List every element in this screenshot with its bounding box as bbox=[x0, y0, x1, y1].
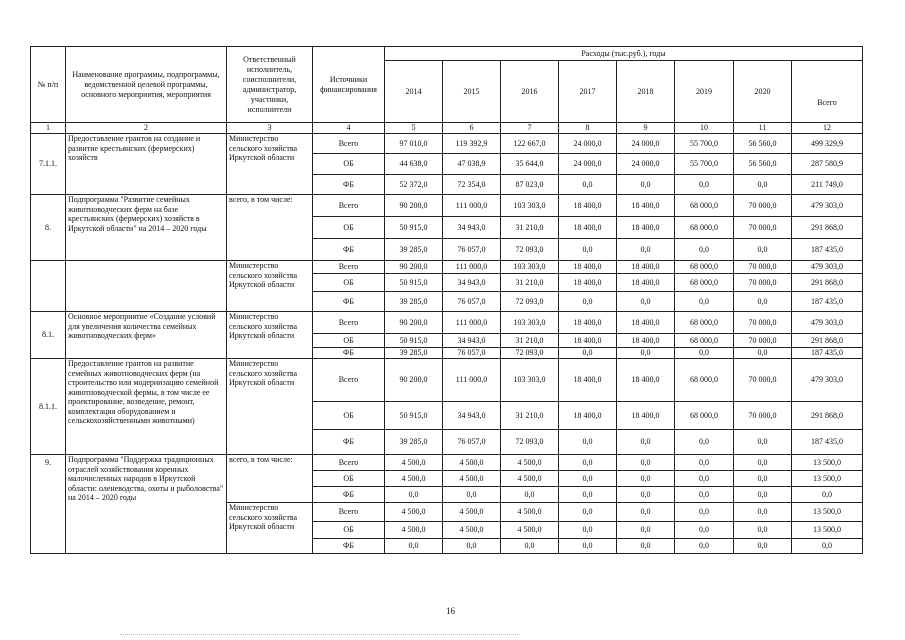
column-number-3: 3 bbox=[227, 123, 313, 134]
row-value: 68 000,0 bbox=[675, 402, 734, 430]
row-value: 39 285,0 bbox=[385, 348, 443, 359]
header-responsible: Ответственный исполнитель, соисполнители, администратор, участники, исполнители bbox=[227, 47, 313, 123]
row-value: 187 435,0 bbox=[792, 292, 863, 312]
row-value: 70 000,0 bbox=[734, 402, 792, 430]
row-value: 31 210,0 bbox=[501, 274, 559, 292]
row-value: 103 303,0 bbox=[501, 195, 559, 217]
column-number-8: 8 bbox=[559, 123, 617, 134]
row-value: 0,0 bbox=[501, 539, 559, 554]
row-responsible: Министерство сельского хозяйства Иркутской области bbox=[227, 261, 313, 312]
row-value: 4 500,0 bbox=[501, 522, 559, 539]
row-value: 68 000,0 bbox=[675, 334, 734, 348]
row-value: 0,0 bbox=[675, 348, 734, 359]
column-number-6: 6 bbox=[443, 123, 501, 134]
row-value: 31 210,0 bbox=[501, 217, 559, 239]
row-value: 24 000,0 bbox=[559, 154, 617, 175]
row-value: 0,0 bbox=[385, 487, 443, 503]
row-value: 4 500,0 bbox=[443, 471, 501, 487]
row-source: Всего bbox=[313, 455, 385, 471]
row-value: 18 400,0 bbox=[617, 195, 675, 217]
row-value: 187 435,0 bbox=[792, 430, 863, 455]
row-value: 72 093,0 bbox=[501, 292, 559, 312]
row-value: 0,0 bbox=[734, 175, 792, 195]
row-value: 18 400,0 bbox=[617, 312, 675, 334]
header-year-5: 2019 bbox=[675, 61, 734, 123]
row-value: 0,0 bbox=[617, 239, 675, 261]
row-value: 103 303,0 bbox=[501, 359, 559, 402]
row-value: 0,0 bbox=[559, 503, 617, 522]
column-number-12: 12 bbox=[792, 123, 863, 134]
row-value: 187 435,0 bbox=[792, 239, 863, 261]
row-value: 18 400,0 bbox=[559, 195, 617, 217]
row-value: 0,0 bbox=[617, 348, 675, 359]
scan-artifact-line bbox=[120, 634, 520, 636]
row-value: 44 638,0 bbox=[385, 154, 443, 175]
row-value: 291 868,0 bbox=[792, 402, 863, 430]
row-value: 0,0 bbox=[559, 239, 617, 261]
row-value: 50 915,0 bbox=[385, 217, 443, 239]
row-value: 90 200,0 bbox=[385, 195, 443, 217]
row-value: 72 093,0 bbox=[501, 430, 559, 455]
row-source: Всего bbox=[313, 195, 385, 217]
row-value: 4 500,0 bbox=[385, 503, 443, 522]
row-value: 0,0 bbox=[501, 487, 559, 503]
row-value: 0,0 bbox=[559, 455, 617, 471]
row-value: 0,0 bbox=[559, 487, 617, 503]
row-value: 72 354,0 bbox=[443, 175, 501, 195]
header-year-0: 2014 bbox=[385, 61, 443, 123]
row-value: 0,0 bbox=[734, 487, 792, 503]
row-value: 291 868,0 bbox=[792, 334, 863, 348]
row-value: 0,0 bbox=[617, 455, 675, 471]
row-value: 50 915,0 bbox=[385, 402, 443, 430]
row-value: 4 500,0 bbox=[385, 455, 443, 471]
row-value: 0,0 bbox=[385, 539, 443, 554]
header-year-2: 2016 bbox=[501, 61, 559, 123]
column-number-4: 4 bbox=[313, 123, 385, 134]
row-value: 55 700,0 bbox=[675, 154, 734, 175]
row-value: 0,0 bbox=[617, 471, 675, 487]
row-value: 39 285,0 bbox=[385, 239, 443, 261]
row-value: 4 500,0 bbox=[443, 522, 501, 539]
row-source: Всего bbox=[313, 312, 385, 334]
column-number-2: 2 bbox=[66, 123, 227, 134]
header-year-1: 2015 bbox=[443, 61, 501, 123]
row-value: 111 000,0 bbox=[443, 312, 501, 334]
row-value: 4 500,0 bbox=[443, 503, 501, 522]
row-value: 76 057,0 bbox=[443, 430, 501, 455]
row-value: 68 000,0 bbox=[675, 359, 734, 402]
column-number-5: 5 bbox=[385, 123, 443, 134]
row-name bbox=[66, 503, 227, 554]
row-source: Всего bbox=[313, 261, 385, 274]
column-number-10: 10 bbox=[675, 123, 734, 134]
row-value: 31 210,0 bbox=[501, 402, 559, 430]
row-value: 72 093,0 bbox=[501, 239, 559, 261]
row-value: 50 915,0 bbox=[385, 334, 443, 348]
row-value: 18 400,0 bbox=[617, 359, 675, 402]
row-value: 70 000,0 bbox=[734, 195, 792, 217]
row-source: ФБ bbox=[313, 175, 385, 195]
row-value: 0,0 bbox=[675, 239, 734, 261]
expenses-table bbox=[30, 46, 863, 554]
row-value: 0,0 bbox=[734, 522, 792, 539]
row-source: ОБ bbox=[313, 402, 385, 430]
header-name: Наименование программы, подпрограммы, ведомственной целевой программы, основного мероприятия, мероприятия bbox=[66, 47, 227, 123]
header-source: Источники финансирования bbox=[313, 47, 385, 123]
row-value: 72 093,0 bbox=[501, 348, 559, 359]
column-number-11: 11 bbox=[734, 123, 792, 134]
row-value: 70 000,0 bbox=[734, 274, 792, 292]
row-value: 0,0 bbox=[617, 522, 675, 539]
row-value: 0,0 bbox=[559, 522, 617, 539]
row-value: 0,0 bbox=[559, 175, 617, 195]
header-num: № п/п bbox=[31, 47, 66, 123]
row-value: 18 400,0 bbox=[559, 312, 617, 334]
row-value: 13 500,0 bbox=[792, 471, 863, 487]
row-name: Подпрограмма "Поддержка традиционных отраслей хозяйствования коренных малочисленных народов в Иркутской области: оленеводства, охоты и рыболовства" на 2014 – 2020 годы bbox=[66, 455, 227, 503]
row-value: 0,0 bbox=[675, 503, 734, 522]
row-value: 90 200,0 bbox=[385, 359, 443, 402]
row-responsible: Министерство сельского хозяйства Иркутской области bbox=[227, 359, 313, 455]
row-source: ОБ bbox=[313, 522, 385, 539]
row-value: 34 943,0 bbox=[443, 274, 501, 292]
row-value: 211 749,0 bbox=[792, 175, 863, 195]
row-value: 47 038,9 bbox=[443, 154, 501, 175]
row-value: 34 943,0 bbox=[443, 402, 501, 430]
row-value: 70 000,0 bbox=[734, 261, 792, 274]
row-number bbox=[31, 503, 66, 554]
row-value: 68 000,0 bbox=[675, 195, 734, 217]
row-value: 187 435,0 bbox=[792, 348, 863, 359]
row-value: 24 000,0 bbox=[617, 134, 675, 154]
row-value: 0,0 bbox=[617, 539, 675, 554]
row-value: 0,0 bbox=[617, 175, 675, 195]
row-value: 97 010,0 bbox=[385, 134, 443, 154]
row-value: 0,0 bbox=[559, 292, 617, 312]
row-value: 0,0 bbox=[617, 503, 675, 522]
column-number-1: 1 bbox=[31, 123, 66, 134]
row-name: Предоставление грантов на создание и развитие крестьянских (фермерских) хозяйств bbox=[66, 134, 227, 195]
row-value: 52 372,0 bbox=[385, 175, 443, 195]
row-source: ФБ bbox=[313, 430, 385, 455]
row-value: 103 303,0 bbox=[501, 261, 559, 274]
row-value: 0,0 bbox=[675, 455, 734, 471]
row-value: 35 644,0 bbox=[501, 154, 559, 175]
row-value: 18 400,0 bbox=[617, 261, 675, 274]
row-source: ОБ bbox=[313, 471, 385, 487]
row-value: 50 915,0 bbox=[385, 274, 443, 292]
row-value: 0,0 bbox=[675, 175, 734, 195]
row-value: 0,0 bbox=[675, 292, 734, 312]
row-value: 76 057,0 bbox=[443, 239, 501, 261]
row-source: ОБ bbox=[313, 274, 385, 292]
row-source: Всего bbox=[313, 359, 385, 402]
row-value: 39 285,0 bbox=[385, 430, 443, 455]
row-value: 18 400,0 bbox=[617, 402, 675, 430]
row-source: ФБ bbox=[313, 487, 385, 503]
row-value: 90 200,0 bbox=[385, 261, 443, 274]
row-value: 479 303,0 bbox=[792, 261, 863, 274]
row-value: 18 400,0 bbox=[559, 261, 617, 274]
column-number-7: 7 bbox=[501, 123, 559, 134]
row-value: 56 560,0 bbox=[734, 134, 792, 154]
row-value: 4 500,0 bbox=[385, 471, 443, 487]
row-value: 56 560,0 bbox=[734, 154, 792, 175]
row-name: Предоставление грантов на развитие семейных животноводческих ферм (на строительство или модернизацию семейной животноводческой фермы, в том числе ее проектирование, возведение, ремонт, комплектация оборудованием и сельскохозяйственными животными) bbox=[66, 359, 227, 455]
table-row bbox=[31, 359, 863, 402]
row-value: 0,0 bbox=[734, 239, 792, 261]
table-row bbox=[31, 312, 863, 334]
row-responsible: Министерство сельского хозяйства Иркутской области bbox=[227, 134, 313, 195]
row-value: 4 500,0 bbox=[501, 503, 559, 522]
header-year-4: 2018 bbox=[617, 61, 675, 123]
row-number: 8.1.1. bbox=[31, 359, 66, 455]
row-value: 0,0 bbox=[734, 292, 792, 312]
row-value: 4 500,0 bbox=[385, 522, 443, 539]
row-number bbox=[31, 261, 66, 312]
row-value: 70 000,0 bbox=[734, 334, 792, 348]
table-row bbox=[31, 455, 863, 471]
row-value: 0,0 bbox=[675, 430, 734, 455]
row-value: 0,0 bbox=[792, 539, 863, 554]
row-value: 0,0 bbox=[675, 522, 734, 539]
row-value: 68 000,0 bbox=[675, 274, 734, 292]
row-value: 479 303,0 bbox=[792, 312, 863, 334]
row-value: 499 329,9 bbox=[792, 134, 863, 154]
row-value: 111 000,0 bbox=[443, 261, 501, 274]
row-value: 18 400,0 bbox=[617, 274, 675, 292]
column-number-9: 9 bbox=[617, 123, 675, 134]
row-value: 0,0 bbox=[792, 487, 863, 503]
row-value: 0,0 bbox=[559, 539, 617, 554]
row-value: 18 400,0 bbox=[559, 359, 617, 402]
row-name: Основное мероприятие «Создание условий для увеличения количества семейных животноводческих ферм» bbox=[66, 312, 227, 359]
row-value: 479 303,0 bbox=[792, 195, 863, 217]
row-value: 18 400,0 bbox=[559, 334, 617, 348]
row-value: 18 400,0 bbox=[559, 274, 617, 292]
row-value: 122 667,0 bbox=[501, 134, 559, 154]
row-source: Всего bbox=[313, 503, 385, 522]
row-value: 18 400,0 bbox=[559, 217, 617, 239]
row-value: 0,0 bbox=[559, 471, 617, 487]
row-value: 13 500,0 bbox=[792, 455, 863, 471]
row-value: 119 392,9 bbox=[443, 134, 501, 154]
row-value: 0,0 bbox=[734, 430, 792, 455]
table-row bbox=[31, 261, 863, 274]
row-value: 76 057,0 bbox=[443, 292, 501, 312]
row-value: 13 500,0 bbox=[792, 522, 863, 539]
row-number: 8.1. bbox=[31, 312, 66, 359]
row-value: 4 500,0 bbox=[501, 455, 559, 471]
row-value: 287 580,9 bbox=[792, 154, 863, 175]
row-value: 76 057,0 bbox=[443, 348, 501, 359]
row-value: 34 943,0 bbox=[443, 217, 501, 239]
row-value: 70 000,0 bbox=[734, 312, 792, 334]
row-name bbox=[66, 261, 227, 312]
row-value: 0,0 bbox=[443, 487, 501, 503]
row-responsible: всего, в том числе: bbox=[227, 455, 313, 503]
row-source: ФБ bbox=[313, 539, 385, 554]
row-value: 70 000,0 bbox=[734, 217, 792, 239]
row-responsible: Министерство сельского хозяйства Иркутской области bbox=[227, 312, 313, 359]
row-value: 0,0 bbox=[675, 539, 734, 554]
row-value: 479 303,0 bbox=[792, 359, 863, 402]
row-value: 18 400,0 bbox=[617, 334, 675, 348]
row-source: ФБ bbox=[313, 348, 385, 359]
row-number: 8. bbox=[31, 195, 66, 261]
row-value: 4 500,0 bbox=[443, 455, 501, 471]
row-value: 0,0 bbox=[734, 471, 792, 487]
row-source: Всего bbox=[313, 134, 385, 154]
row-value: 0,0 bbox=[617, 430, 675, 455]
row-value: 68 000,0 bbox=[675, 261, 734, 274]
row-value: 103 303,0 bbox=[501, 312, 559, 334]
row-value: 87 023,0 bbox=[501, 175, 559, 195]
table-row bbox=[31, 134, 863, 154]
row-value: 111 000,0 bbox=[443, 359, 501, 402]
row-value: 0,0 bbox=[734, 503, 792, 522]
row-value: 39 285,0 bbox=[385, 292, 443, 312]
row-source: ОБ bbox=[313, 217, 385, 239]
row-source: ОБ bbox=[313, 154, 385, 175]
row-value: 0,0 bbox=[675, 487, 734, 503]
row-value: 70 000,0 bbox=[734, 359, 792, 402]
row-value: 0,0 bbox=[734, 348, 792, 359]
row-value: 24 000,0 bbox=[559, 134, 617, 154]
row-value: 18 400,0 bbox=[617, 217, 675, 239]
row-value: 0,0 bbox=[675, 471, 734, 487]
row-source: ФБ bbox=[313, 292, 385, 312]
row-value: 34 943,0 bbox=[443, 334, 501, 348]
row-name: Подпрограмма "Развитие семейных животноводческих ферм на базе крестьянских (фермерских) хозяйств в Иркутской области" на 2014 – 2020 годы bbox=[66, 195, 227, 261]
row-responsible: Министерство сельского хозяйства Иркутской области bbox=[227, 503, 313, 554]
row-value: 111 000,0 bbox=[443, 195, 501, 217]
row-responsible: всего, в том числе: bbox=[227, 195, 313, 261]
row-value: 13 500,0 bbox=[792, 503, 863, 522]
row-value: 68 000,0 bbox=[675, 217, 734, 239]
row-source: ОБ bbox=[313, 334, 385, 348]
row-value: 291 868,0 bbox=[792, 217, 863, 239]
page-number: 16 bbox=[446, 606, 455, 616]
row-value: 0,0 bbox=[559, 430, 617, 455]
header-year-3: 2017 bbox=[559, 61, 617, 123]
table-row bbox=[31, 195, 863, 217]
row-number: 9. bbox=[31, 455, 66, 503]
header-year-6: 2020 bbox=[734, 61, 792, 123]
row-value: 18 400,0 bbox=[559, 402, 617, 430]
row-value: 24 000,0 bbox=[617, 154, 675, 175]
row-value: 0,0 bbox=[734, 455, 792, 471]
row-value: 291 868,0 bbox=[792, 274, 863, 292]
row-source: ФБ bbox=[313, 239, 385, 261]
row-value: 4 500,0 bbox=[501, 471, 559, 487]
row-value: 0,0 bbox=[617, 292, 675, 312]
row-value: 68 000,0 bbox=[675, 312, 734, 334]
header-year-7: Всего bbox=[792, 61, 863, 123]
row-number: 7.1.1. bbox=[31, 134, 66, 195]
table-row bbox=[31, 503, 863, 522]
header-expenses: Расходы (тыс.руб.), годы bbox=[385, 47, 863, 61]
row-value: 0,0 bbox=[559, 348, 617, 359]
row-value: 0,0 bbox=[443, 539, 501, 554]
row-value: 55 700,0 bbox=[675, 134, 734, 154]
row-value: 90 200,0 bbox=[385, 312, 443, 334]
row-value: 0,0 bbox=[617, 487, 675, 503]
row-value: 0,0 bbox=[734, 539, 792, 554]
row-value: 31 210,0 bbox=[501, 334, 559, 348]
